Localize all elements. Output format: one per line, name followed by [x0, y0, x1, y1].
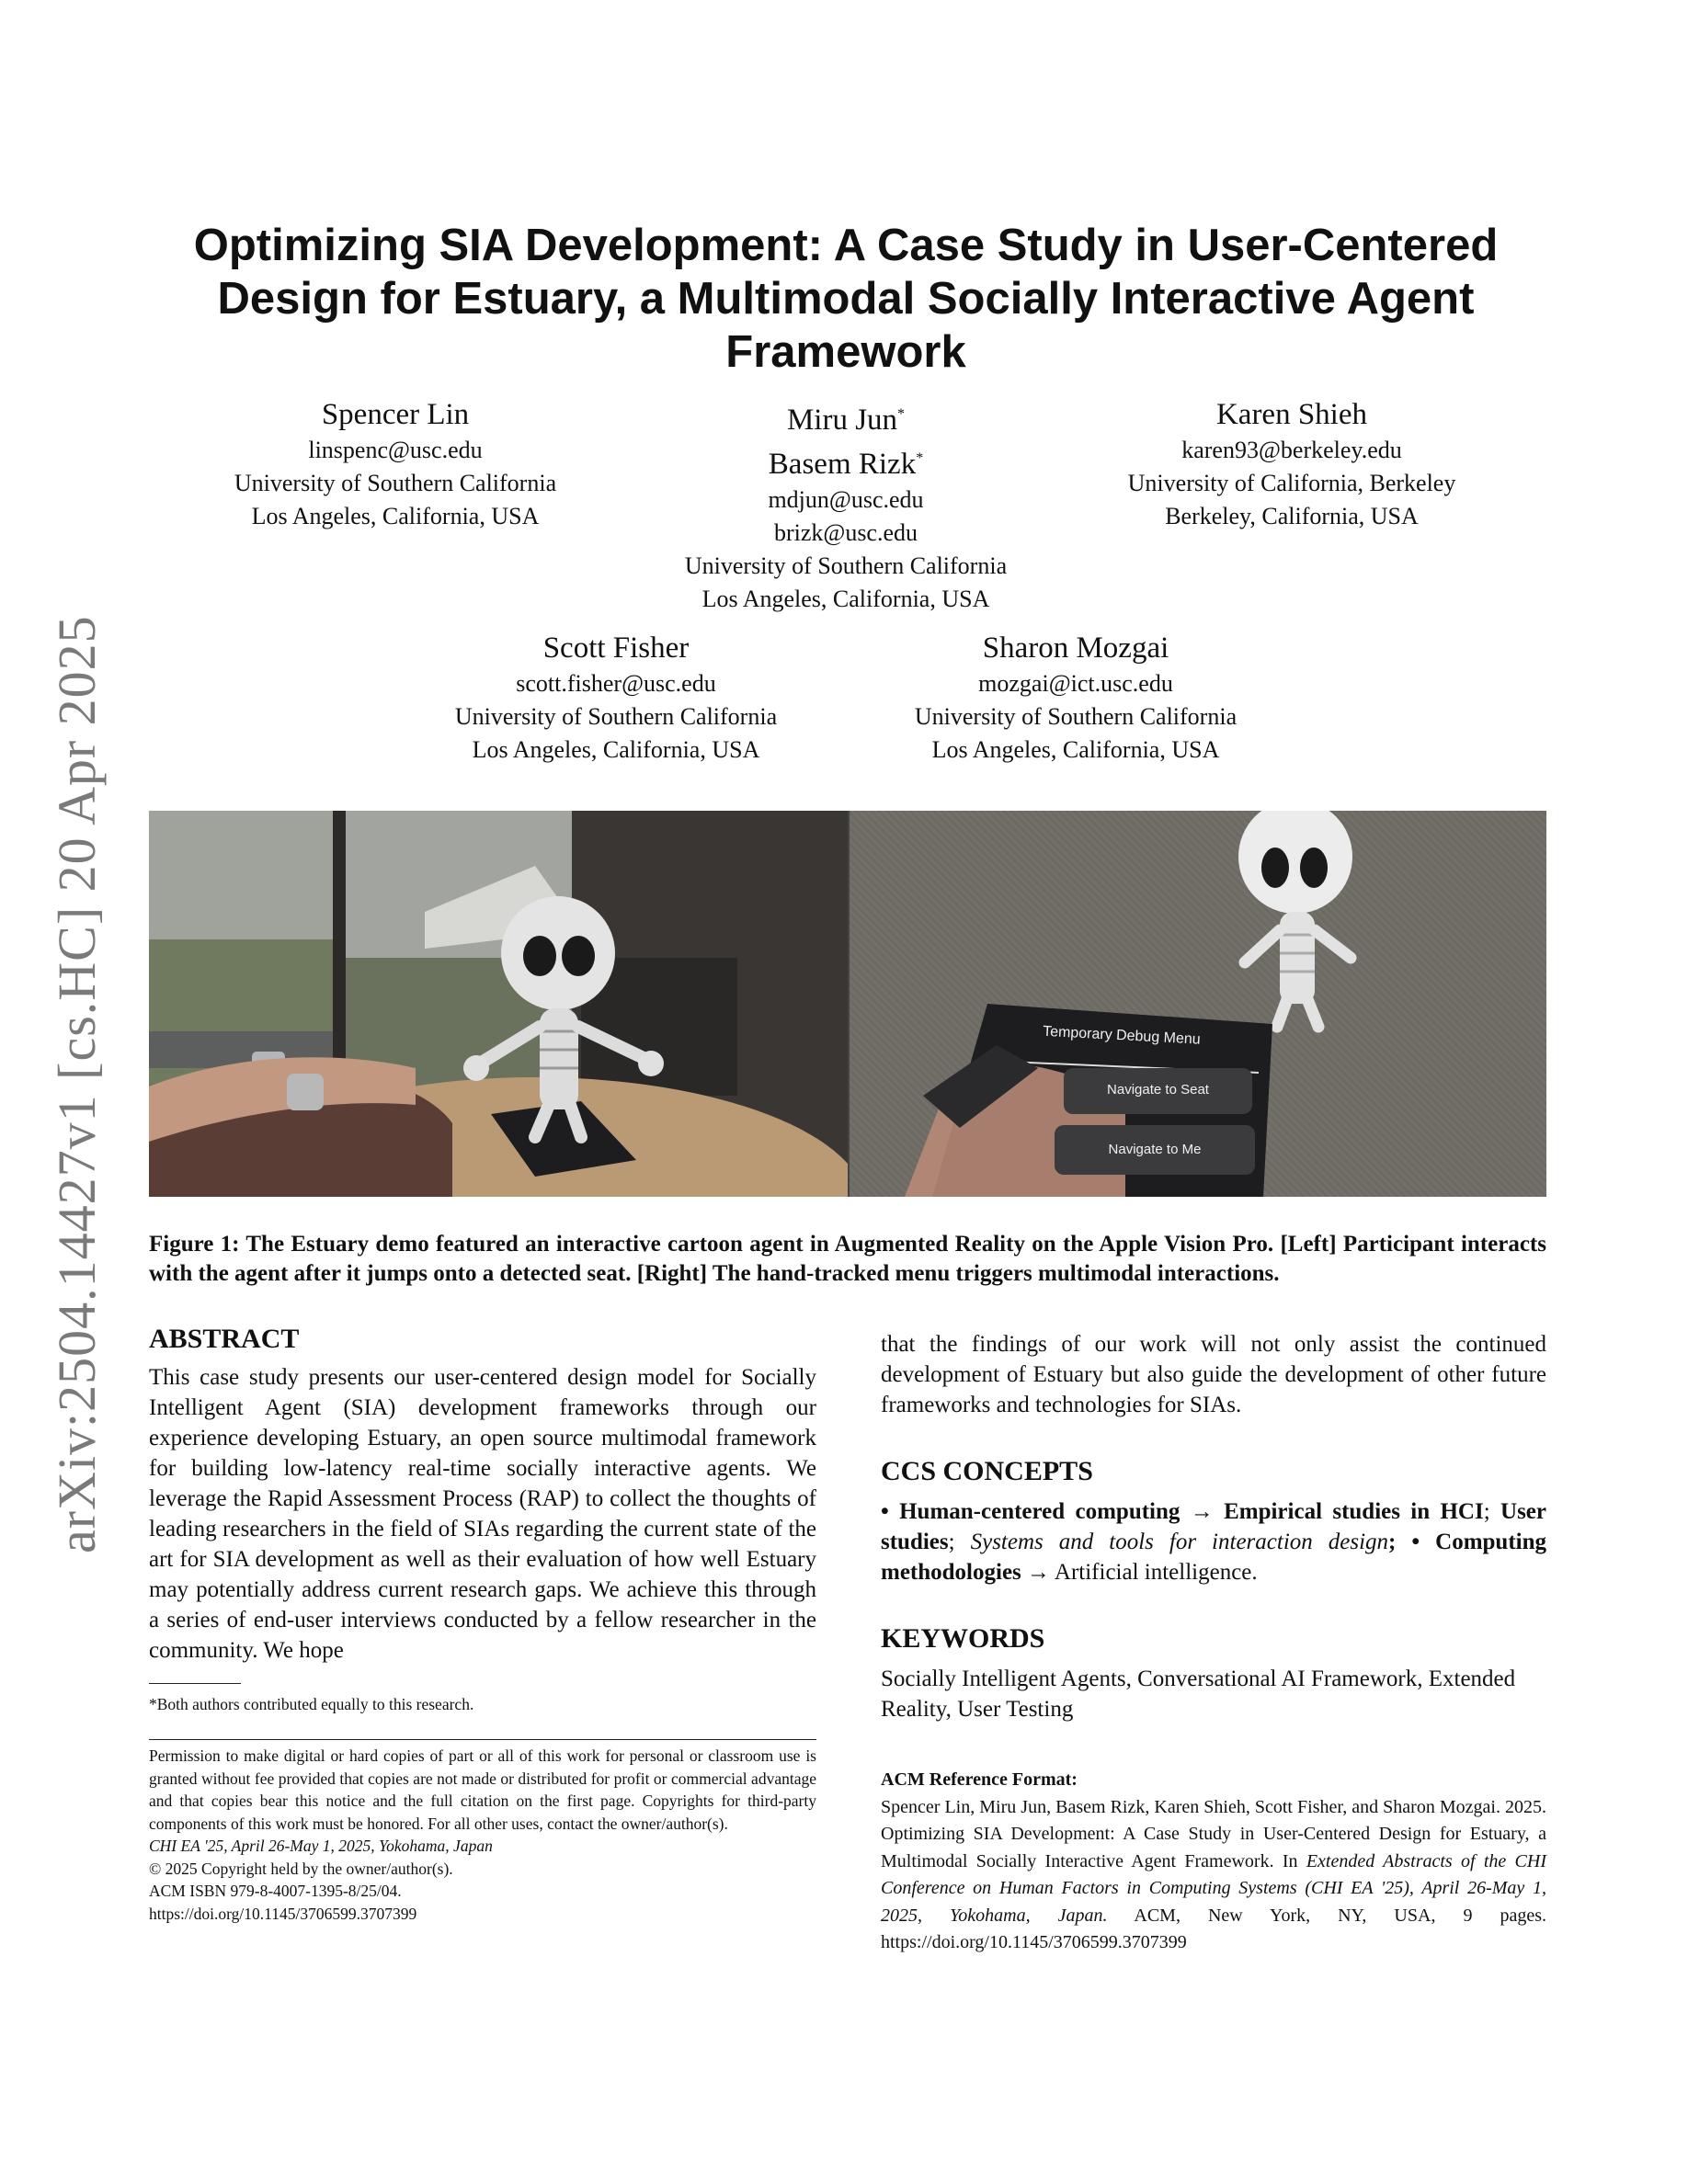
paper-title [147, 219, 1545, 379]
author-affiliation: University of Southern California [454, 703, 778, 730]
ccs-text: • Human-centered computing → Empirical studies in HCI; User studies; Systems and tools for interaction design; • Computing methodologies → Artificial intelligence. [881, 1499, 1547, 1585]
author-email[interactable]: scott.fisher@usc.edu [516, 670, 716, 697]
figure-right-photo [850, 811, 1546, 1197]
author-location: Los Angeles, California, USA [472, 736, 760, 763]
section-heading: CCS CONCEPTS [881, 1456, 1093, 1486]
author-name: Miru Jun* [786, 404, 906, 437]
author-email[interactable]: mozgai@ict.usc.edu [978, 670, 1173, 697]
debug-menu-title: Temporary Debug Menu [1042, 1023, 1202, 1048]
author-affiliation: University of Southern California [684, 552, 1008, 579]
author-affiliation: University of Southern California [914, 703, 1237, 730]
abstract-text: This case study presents our user-centered design model for Socially Intelligent Agent (SIA) development frameworks through our experience developing Estuary, an open source multimodal framework for building low-latency real-time socially interactive agents. We leverage the Rapid Assessment Process (RAP) to collect the thoughts of leading researchers in the field of SIAs regarding the current state of the art for SIA development as well as their evaluation of how well Estuary may potentially address current research gaps. We achieve this through a series of end-user interviews conducted by a fellow researcher in the community. We hope [149, 1365, 816, 1663]
title-line: Framework [725, 327, 966, 377]
author-location: Los Angeles, California, USA [701, 586, 990, 612]
ccs-section [881, 1454, 1546, 1587]
abstract-continued: that the findings of our work will not only assist the continued development of Estuary but also guide the development of other future frameworks and technologies for SIAs. [881, 1332, 1546, 1417]
author-name: Sharon Mozgai [982, 631, 1169, 665]
arxiv-stamp: arXiv:2504.14427v1 [cs.HC] 20 Apr 2025 [47, 615, 107, 1553]
section-heading: KEYWORDS [881, 1623, 1045, 1654]
doi-link[interactable]: https://doi.org/10.1145/3706599.3707399 [149, 1904, 417, 1923]
figure-left-photo [149, 811, 848, 1197]
author-location: Berkeley, California, USA [1165, 503, 1419, 529]
author-affiliation: University of Southern California [234, 470, 557, 496]
footnote: *Both authors contributed equally to this research. [149, 1695, 474, 1713]
author-location: Los Angeles, California, USA [931, 736, 1220, 763]
permission-block [149, 1745, 816, 1925]
footnote-rule [149, 1683, 241, 1684]
author-block-lin [175, 395, 616, 533]
reference-text: Spencer Lin, Miru Jun, Basem Rizk, Karen Shieh, Scott Fisher, and Sharon Mozgai. 2025. Optimizing SIA Development: A Case Study in User-Centered Design for Estuary, a Multimodal Socially Interactive Agent Framework. In Extended Abstracts of the CHI Conference on Human Factors in Computing Systems (CHI EA '25), April 26-May 1, 2025, Yokohama, Japan. ACM, New York, NY, USA, 9 pages. https://doi.org/10.1145/3706599.3707399 [881, 1796, 1546, 1952]
keywords-section [881, 1621, 1546, 1724]
author-block-shieh [1071, 395, 1512, 533]
venue-line: CHI EA '25, April 26-May 1, 2025, Yokohama, Japan [149, 1837, 493, 1855]
author-email[interactable]: mdjun@usc.edu [768, 486, 924, 513]
author-name: Karen Shieh [1215, 398, 1368, 431]
copyright-line: © 2025 Copyright held by the owner/author(s). [149, 1859, 453, 1878]
permission-rule [149, 1739, 816, 1740]
permission-text: Permission to make digital or hard copies of part or all of this work for personal or classroom use is granted without fee provided that copies are not made or distributed for profit or commercial advantage and that copies bear this notice and the full citation on the first page. Copyrights for third-party components of this work must be honored. For all other uses, contact the owner/author(s). [149, 1746, 816, 1833]
author-location: Los Angeles, California, USA [251, 503, 540, 529]
abstract-section [149, 1322, 816, 1666]
reference-heading: ACM Reference Format: [881, 1769, 1078, 1790]
navigate-to-seat-button[interactable]: Navigate to Seat [1107, 1082, 1209, 1098]
keywords-text: Socially Intelligent Agents, Conversational AI Framework, Extended Reality, User Testing [881, 1666, 1516, 1722]
author-block-fisher [395, 629, 837, 767]
author-name: Scott Fisher [542, 631, 690, 665]
author-email[interactable]: karen93@berkeley.edu [1181, 437, 1402, 463]
title-line: Design for Estuary, a Multimodal Socially Interactive Agent [217, 274, 1475, 324]
isbn-line: ACM ISBN 979-8-4007-1395-8/25/04. [149, 1882, 402, 1900]
author-email[interactable]: brizk@usc.edu [773, 519, 918, 546]
figure-caption: Figure 1: The Estuary demo featured an interactive cartoon agent in Augmented Reality on the Apple Vision Pro. [Left] Participant interacts with the agent after it jumps onto a detected seat. [Right] The hand-tracked menu triggers multimodal interactions. [149, 1232, 1546, 1286]
author-block-mozgai [855, 629, 1296, 767]
author-name: Basem Rizk* [768, 448, 924, 481]
author-block-jun-rizk [625, 395, 1066, 616]
author-affiliation: University of California, Berkeley [1127, 470, 1456, 496]
section-heading: ABSTRACT [149, 1324, 300, 1354]
title-line: Optimizing SIA Development: A Case Study in User-Centered [193, 221, 1499, 270]
author-name: Spencer Lin [321, 398, 470, 431]
figure-1 [149, 811, 1546, 1197]
navigate-to-me-button[interactable]: Navigate to Me [1108, 1142, 1202, 1157]
acm-reference [881, 1767, 1546, 1957]
author-email[interactable]: linspenc@usc.edu [308, 437, 483, 463]
